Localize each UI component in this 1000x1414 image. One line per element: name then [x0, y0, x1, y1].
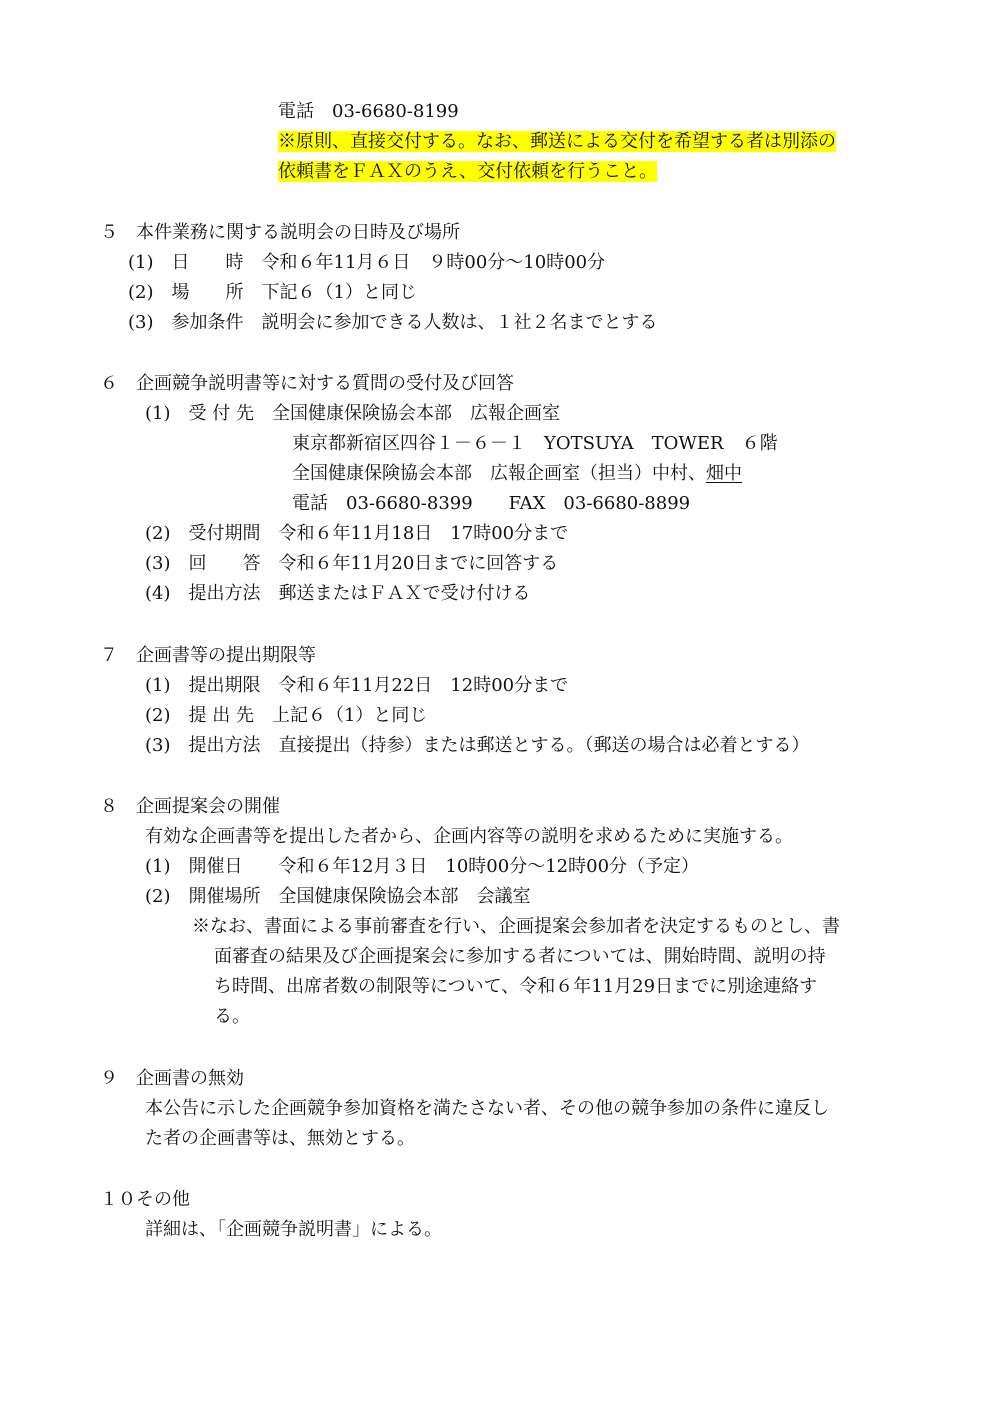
section-5-item-1: (1) 日 時 令和６年11月６日 ９時00分～10時00分	[128, 252, 606, 273]
section-9-body-line-1: 本公告に示した企画競争参加資格を満たさない者、その他の競争参加の条件に違反し	[145, 1098, 829, 1119]
section-8-heading: ８ 企画提案会の開催	[100, 796, 280, 817]
section-8-intro: 有効な企画書等を提出した者から、企画内容等の説明を求めるために実施する。	[145, 826, 793, 847]
section-10-body: 詳細は、「企画競争説明書」による。	[145, 1219, 442, 1240]
section-8-note-line-4: る。	[214, 1006, 250, 1027]
section-6-address: 東京都新宿区四谷１－６－１ YOTSUYA TOWER ６階	[292, 433, 778, 454]
section-9-body-line-2: た者の企画書等は、無効とする。	[145, 1128, 415, 1149]
section-9-heading: ９ 企画書の無効	[100, 1068, 244, 1089]
section-10-heading: １０その他	[100, 1189, 190, 1210]
section-8-note-line-2: 面審査の結果及び企画提案会に参加する者については、開始時間、説明の持	[214, 946, 826, 967]
section-6-item-1: (1) 受 付 先 全国健康保険協会本部 広報企画室	[145, 403, 560, 424]
section-8-item-1: (1) 開催日 令和６年12月３日 10時00分～12時00分（予定）	[145, 856, 700, 877]
section-6-contact	[292, 461, 742, 487]
phone-line: 電話 03-6680-8199	[278, 101, 459, 122]
highlighted-note-line-2: 依頼書をＦＡＸのうえ、交付依頼を行うこと。	[278, 161, 658, 182]
section-8-item-2: (2) 開催場所 全国健康保険協会本部 会議室	[145, 886, 531, 907]
section-6-item-3: (3) 回 答 令和６年11月20日までに回答する	[145, 553, 559, 574]
section-5-heading: ５ 本件業務に関する説明会の日時及び場所	[100, 222, 460, 243]
section-6-contact-name: 畑中	[706, 463, 742, 484]
highlighted-note-line-1: ※原則、直接交付する。なお、郵送による交付を希望する者は別添の	[278, 131, 836, 152]
section-5-item-3: (3) 参加条件 説明会に参加できる人数は、１社２名までとする	[128, 312, 658, 333]
section-7-item-2: (2) 提 出 先 上記６（1）と同じ	[145, 705, 428, 726]
section-6-tel-fax: 電話 03-6680-8399 FAX 03-6680-8899	[292, 493, 691, 514]
section-8-note-line-3: ち時間、出席者数の制限等について、令和６年11月29日までに別途連絡す	[214, 976, 818, 997]
section-5-item-2: (2) 場 所 下記６（1）と同じ	[128, 282, 417, 303]
section-7-heading: ７ 企画書等の提出期限等	[100, 645, 316, 666]
section-6-item-4: (4) 提出方法 郵送またはＦＡＸで受け付ける	[145, 583, 531, 604]
section-7-item-1: (1) 提出期限 令和６年11月22日 12時00分まで	[145, 675, 569, 696]
section-6-item-2: (2) 受付期間 令和６年11月18日 17時00分まで	[145, 523, 569, 544]
section-7-item-3: (3) 提出方法 直接提出（持参）または郵送とする。（郵送の場合は必着とする）	[145, 735, 810, 756]
section-6-heading: ６ 企画競争説明書等に対する質問の受付及び回答	[100, 373, 514, 394]
section-8-note-line-1: ※なお、書面による事前審査を行い、企画提案会参加者を決定するものとし、書	[192, 916, 840, 937]
section-6-contact-text: 全国健康保険協会本部 広報企画室（担当）中村、	[292, 463, 706, 484]
